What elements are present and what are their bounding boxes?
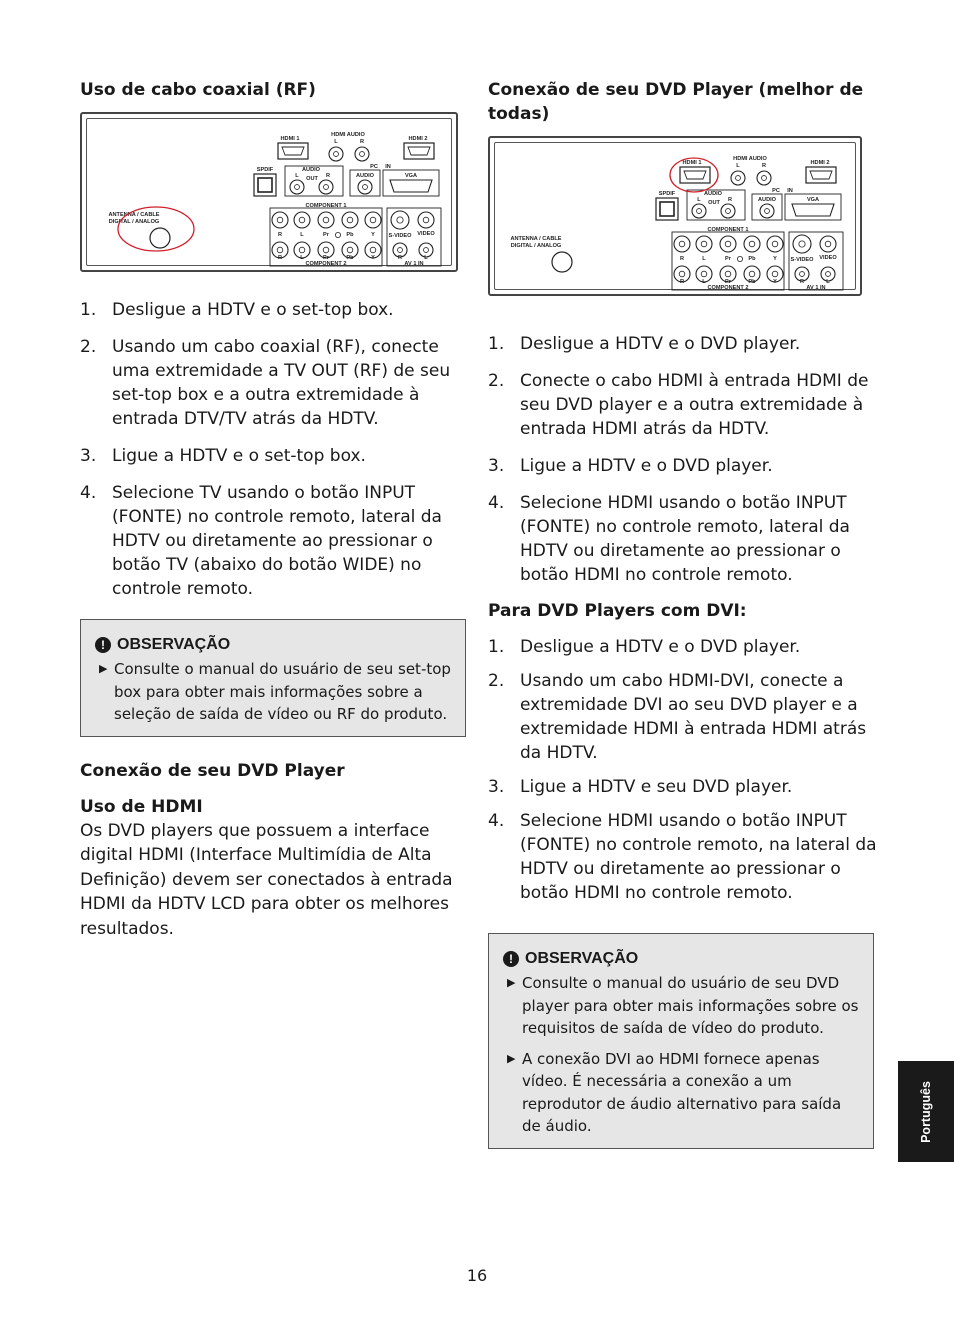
- note-text: A conexão DVI ao HDMI fornece apenas vídeo. É necessária a conexão a um reprodutor de áudio alternativo para saída de áudio.: [522, 1049, 842, 1135]
- port-label: DIGITAL / ANALOG: [510, 243, 562, 249]
- step-item: [488, 369, 878, 441]
- port-label: HDMI AUDIO: [733, 156, 767, 162]
- vga-port: [390, 180, 432, 192]
- port-label: L: [334, 139, 338, 145]
- dvd-heading: Conexão de seu DVD Player: [80, 760, 345, 781]
- step-item: [488, 491, 878, 587]
- note-item: [503, 972, 859, 1040]
- step-text: Conecte o cabo HDMI à entrada HDMI de seu DVD player e a outra extremidade à entrada HDMI atrás da HDTV.: [520, 371, 869, 439]
- bullet-arrow-icon: ▶: [507, 976, 516, 989]
- step-item: [80, 481, 470, 601]
- port-label: HDMI AUDIO: [331, 132, 365, 138]
- port-label: COMPONENT 2: [305, 261, 347, 267]
- port-label: AV 1 IN: [404, 261, 424, 267]
- step-text: Ligue a HDTV e o set-top box.: [112, 446, 366, 466]
- step-text: Usando um cabo coaxial (RF), conecte uma extremidade a TV OUT (RF) de seu set-top box e a outra extremidade à entrada DTV/TV atrás da HDTV.: [112, 337, 451, 429]
- rf-connection-diagram: [80, 112, 458, 272]
- step-number: 1.: [488, 637, 505, 657]
- port-label: L: [295, 173, 299, 179]
- exclamation-icon: !: [503, 951, 519, 967]
- step-number: 4.: [488, 493, 505, 513]
- port-label: OUT: [306, 176, 318, 182]
- port-label: Pb: [346, 255, 354, 261]
- port-label: R: [727, 197, 733, 203]
- step-item: [80, 444, 470, 468]
- port-label: IN: [787, 188, 793, 194]
- port-label: R: [277, 232, 283, 238]
- step-number: 4.: [488, 811, 505, 831]
- step-number: 2.: [488, 671, 505, 691]
- step-item: [80, 335, 470, 431]
- left-column: [80, 78, 470, 941]
- port-label: HDMI 1: [280, 136, 300, 142]
- port-label: R: [761, 163, 767, 169]
- port-label: R: [359, 139, 365, 145]
- exclamation-icon: !: [95, 637, 111, 653]
- port-label: COMPONENT 2: [707, 285, 749, 291]
- port-label: R: [397, 255, 403, 261]
- note-item: [95, 658, 451, 726]
- port-label: VGA: [806, 197, 820, 203]
- step-number: 2.: [80, 337, 97, 357]
- step-item: [488, 809, 878, 905]
- step-text: Ligue a HDTV e o DVD player.: [520, 456, 773, 476]
- port-label: Pr: [725, 279, 731, 285]
- step-item: [80, 298, 470, 322]
- port-label: ANTENNA / CABLE: [108, 212, 160, 218]
- language-tab-label: Português: [919, 1080, 933, 1143]
- port-label: COMPONENT 1: [305, 203, 347, 209]
- port-label: HDMI 2: [810, 160, 830, 166]
- port-label: PC: [772, 188, 780, 194]
- port-label: L: [702, 256, 706, 262]
- step-text: Usando um cabo HDMI-DVI, conecte a extremidade DVI ao seu DVD player e a extremidade HDMI à entrada HDMI atrás da HDTV.: [520, 671, 867, 763]
- step-text: Selecione HDMI usando o botão INPUT (FONTE) no controle remoto, na lateral da HDTV ou diretamente ao pressionar o botão HDMI no controle remoto.: [520, 811, 877, 903]
- note-text: Consulte o manual do usuário de seu set-top box para obter mais informações sobre a seleção de saída de vídeo ou RF do produto.: [114, 660, 451, 723]
- best-heading: Conexão de seu DVD Player (melhor de todas): [488, 80, 864, 124]
- hdmi-connection-diagram: [488, 136, 862, 296]
- port-label: AV 1 IN: [806, 285, 826, 291]
- dvi-heading: Para DVD Players com DVI:: [488, 601, 747, 621]
- port-label: Y: [773, 279, 777, 285]
- port-label: S-VIDEO: [388, 233, 412, 239]
- port-label: Y: [773, 256, 777, 262]
- port-label: Pr: [323, 255, 329, 261]
- bullet-arrow-icon: ▶: [99, 662, 108, 675]
- right-column: [488, 78, 878, 1149]
- hdmi-2-port: [806, 167, 836, 183]
- port-label: HDMI 1: [682, 160, 702, 166]
- note-box: [80, 619, 466, 737]
- note-title: OBSERVAÇÃO: [117, 636, 231, 653]
- port-label: Pb: [748, 279, 756, 285]
- note-title: OBSERVAÇÃO: [525, 950, 639, 967]
- step-item: [488, 454, 878, 478]
- port-label: SPDIF: [658, 191, 676, 197]
- port-label: S-VIDEO: [790, 257, 814, 263]
- step-text: Selecione TV usando o botão INPUT (FONTE) no controle remoto, lateral da HDTV ou diretamente ao pressionar o botão TV (abaixo do botão WIDE) no controle remoto.: [112, 483, 442, 599]
- port-label: VGA: [404, 173, 418, 179]
- hdmi-2-port: [404, 143, 434, 159]
- dvi-steps-list: [488, 635, 878, 905]
- step-text: Desligue a HDTV e o DVD player.: [520, 334, 801, 354]
- step-text: Ligue a HDTV e seu DVD player.: [520, 777, 793, 797]
- vga-port: [792, 204, 834, 216]
- port-label: IN: [385, 164, 391, 170]
- port-label: ANTENNA / CABLE: [510, 236, 562, 242]
- port-label: L: [826, 279, 830, 285]
- port-label: OUT: [708, 200, 720, 206]
- port-label: AUDIO: [355, 173, 375, 179]
- port-label: VIDEO: [819, 255, 837, 261]
- port-label: AUDIO: [301, 167, 321, 173]
- port-label: L: [736, 163, 740, 169]
- hdmi-paragraph: Os DVD players que possuem a interface digital HDMI (Interface Multimídia de Alta Definição) devem ser conectados à entrada HDMI da HDTV LCD para obter os melhores resultados.: [80, 820, 453, 939]
- step-number: 1.: [488, 334, 505, 354]
- antenna-input-jack: [552, 252, 572, 272]
- rf-steps-list: [80, 298, 470, 601]
- port-diagram: [82, 114, 456, 270]
- port-label: L: [300, 232, 304, 238]
- best-steps-list: [488, 332, 878, 587]
- port-label: HDMI 2: [408, 136, 428, 142]
- hdmi-1-port: [278, 143, 308, 159]
- step-number: 3.: [80, 446, 97, 466]
- step-number: 3.: [488, 777, 505, 797]
- antenna-input-jack: [150, 228, 170, 248]
- step-text: Desligue a HDTV e o set-top box.: [112, 300, 394, 320]
- port-label: AUDIO: [703, 191, 723, 197]
- bullet-arrow-icon: ▶: [507, 1051, 516, 1065]
- hdmi-heading: Uso de HDMI: [80, 796, 203, 817]
- page-number: 16: [466, 1266, 488, 1285]
- port-label: DIGITAL / ANALOG: [108, 219, 160, 225]
- rf-heading: Uso de cabo coaxial (RF): [80, 80, 316, 100]
- step-number: 1.: [80, 300, 97, 320]
- step-item: [488, 332, 878, 356]
- step-text: Selecione HDMI usando o botão INPUT (FONTE) no controle remoto, lateral da HDTV ou diretamente ao pressionar o botão HDMI no controle remoto.: [520, 493, 850, 585]
- port-label: Y: [371, 232, 375, 238]
- port-label: R: [277, 255, 283, 261]
- port-label: Pb: [748, 256, 756, 262]
- port-diagram: [490, 138, 860, 294]
- port-label: VIDEO: [417, 231, 435, 237]
- port-label: Pr: [725, 256, 731, 262]
- port-label: L: [697, 197, 701, 203]
- port-label: L: [702, 279, 706, 285]
- port-label: Pb: [346, 232, 354, 238]
- port-label: R: [679, 256, 685, 262]
- language-tab: [898, 1061, 954, 1162]
- port-label: R: [799, 279, 805, 285]
- port-label: SPDIF: [256, 167, 274, 173]
- hdmi-1-port: [680, 167, 710, 183]
- note-box: [488, 933, 874, 1149]
- step-number: 2.: [488, 371, 505, 391]
- port-label: COMPONENT 1: [707, 227, 749, 233]
- port-label: Y: [371, 255, 375, 261]
- port-label: AUDIO: [757, 197, 777, 203]
- port-label: R: [325, 173, 331, 179]
- step-number: 4.: [80, 483, 97, 503]
- step-number: 3.: [488, 456, 505, 476]
- port-label: L: [424, 255, 428, 261]
- step-item: [488, 775, 878, 799]
- note-text: Consulte o manual do usuário de seu DVD player para obter mais informações sobre os requisitos de saída de vídeo do produto.: [522, 974, 859, 1037]
- step-text: Desligue a HDTV e o DVD player.: [520, 637, 801, 657]
- port-label: L: [300, 255, 304, 261]
- port-label: Pr: [323, 232, 329, 238]
- note-item: [503, 1048, 859, 1138]
- port-label: R: [679, 279, 685, 285]
- port-label: PC: [370, 164, 378, 170]
- step-item: [488, 669, 878, 765]
- step-item: [488, 635, 878, 659]
